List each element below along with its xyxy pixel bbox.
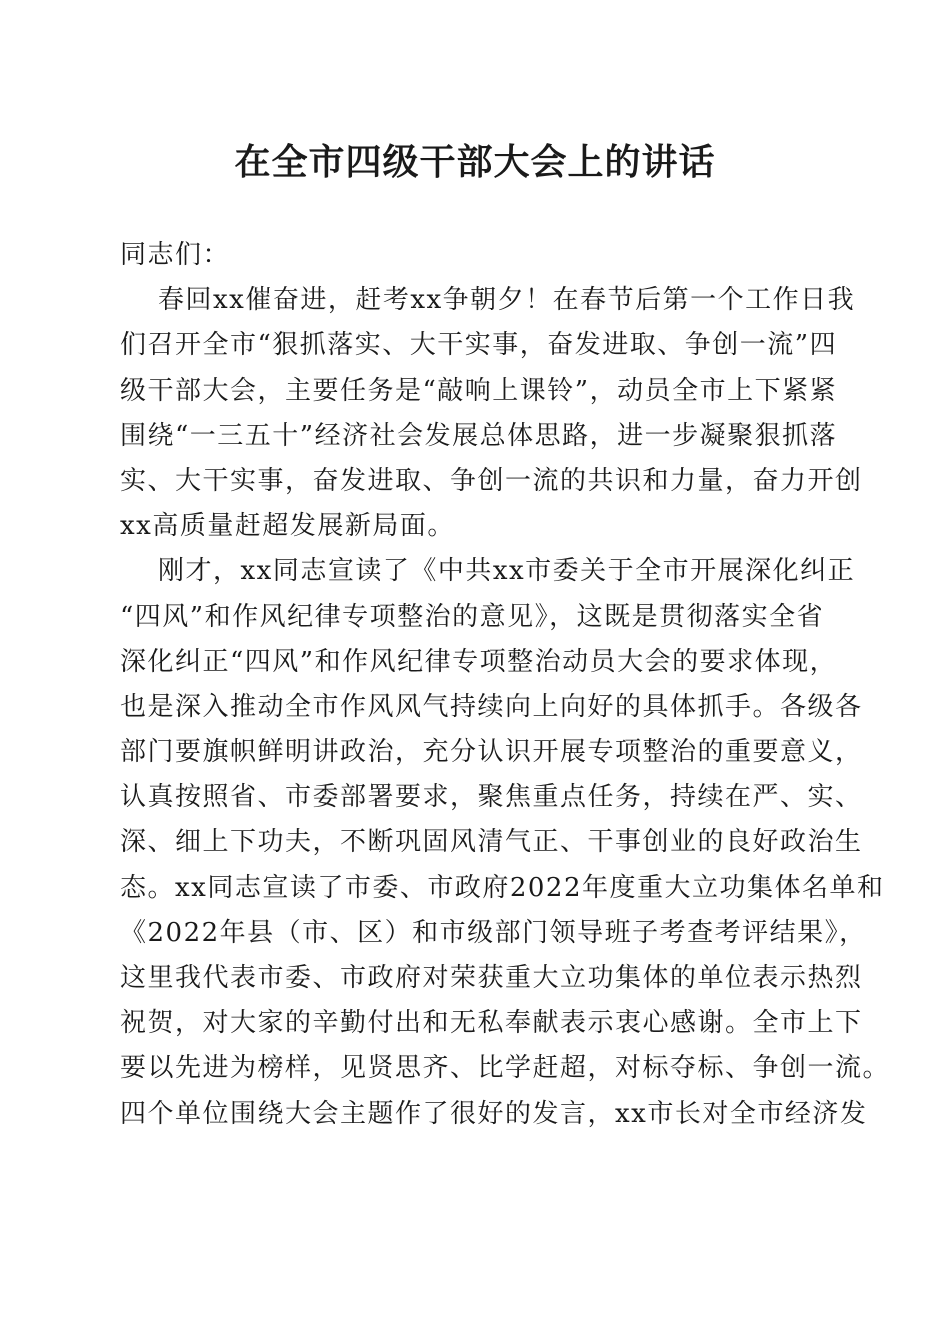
document-title: 在全市四级干部大会上的讲话 [234, 141, 716, 183]
paragraph-line: “四风”和作风纪律专项整治的意见》，这既是贯彻落实全省 [120, 601, 825, 632]
document-body [120, 233, 891, 1137]
paragraph-line: 《2022年县（市、区）和市级部门领导班子考查考评结果》， [120, 917, 867, 948]
paragraph-line: 刚才，xx同志宣读了《中共xx市委关于全市开展深化纠正 [158, 556, 856, 587]
paragraph-line: 围绕“一三五十”经济社会发展总体思路，进一步凝聚狠抓落 [120, 420, 838, 451]
paragraph-line: 这里我代表市委、市政府对荣获重大立功集体的单位表示热烈 [120, 963, 863, 993]
paragraph-line: 态。xx同志宣读了市委、市政府2022年度重大立功集体名单和 [120, 872, 885, 903]
paragraph-line: 要以先进为榜样，见贤思齐、比学赶超，对标夺标、争创一流。 [120, 1053, 891, 1084]
paragraph-line: 深、细上下功夫，不断巩固风清气正、干事创业的良好政治生 [120, 827, 863, 858]
paragraph-line: 深化纠正“四风”和作风纪律专项整治动员大会的要求体现， [120, 646, 838, 677]
paragraph-2 [120, 549, 891, 1136]
paragraph-line: 祝贺，对大家的辛勤付出和无私奉献表示衷心感谢。全市上下 [120, 1008, 863, 1039]
salutation: 同志们： [120, 240, 231, 270]
paragraph-line: 们召开全市“狠抓落实、大干实事，奋发进取、争创一流”四 [120, 330, 838, 361]
paragraph-line: 四个单位围绕大会主题作了很好的发言，xx市长对全市经济发 [120, 1098, 868, 1129]
paragraph-line: 部门要旗帜鲜明讲政治，充分认识开展专项整治的重要意义， [120, 737, 863, 768]
paragraph-line: 认真按照省、市委部署要求，聚焦重点任务，持续在严、实、 [120, 782, 863, 813]
paragraph-line: 实、大干实事，奋发进取、争创一流的共识和力量，奋力开创 [120, 465, 863, 496]
paragraph-line: 级干部大会，主要任务是“敲响上课铃”，动员全市上下紧紧 [120, 375, 838, 406]
paragraph-line: 春回xx催奋进，赶考xx争朝夕！在春节后第一个工作日我 [158, 285, 856, 316]
paragraph-line: xx高质量赶超发展新局面。 [120, 511, 455, 542]
paragraph-1 [120, 278, 863, 549]
paragraph-line: 也是深入推动全市作风风气持续向上向好的具体抓手。各级各 [120, 691, 863, 722]
